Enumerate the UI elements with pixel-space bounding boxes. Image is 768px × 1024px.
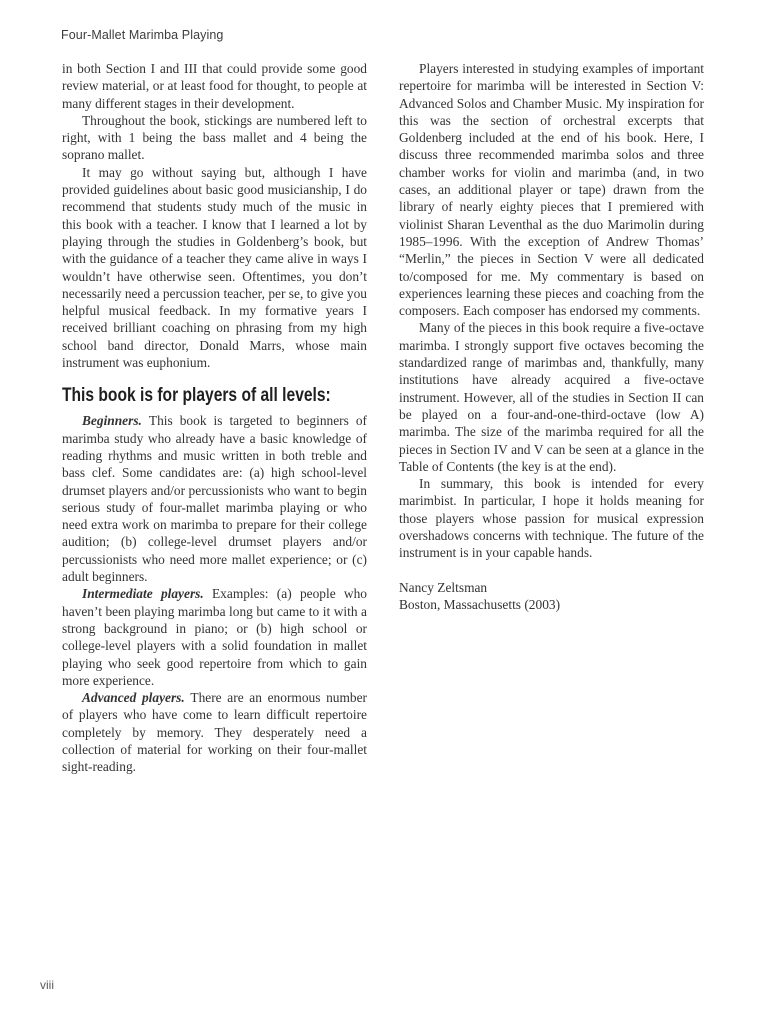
running-header: Four-Mallet Marimba Playing — [61, 28, 224, 42]
paragraph-text: There are an enormous number of players who have come to learn difficult repertoire completely by memory. They desperately need a collection of material for working on their four-mallet sight-reading. — [62, 690, 367, 775]
paragraph: in both Section I and III that could provide some good review material, or at least food for thought, to people at many different stages in their development. — [62, 61, 367, 111]
author-name: Nancy Zeltsman — [399, 579, 488, 595]
signature-block — [399, 579, 704, 614]
paragraph: Many of the pieces in this book require a five-octave marimba. I strongly support five octaves becoming the standardized range of marimbas and, thankfully, many institutions have already acquired a five-octave instrument. However, all of the studies in Section II can be played on a four-and-one-third-octave (low A) marimba. The size of the marimba required for all the pieces in Section IV and V can be seen at a glance in the Table of Contents (the key is at the end). — [399, 320, 704, 474]
paragraph-lead: Intermediate players. — [82, 586, 212, 602]
paragraph — [62, 585, 367, 689]
paragraph-lead: Advanced players. — [82, 690, 191, 706]
page-number: viii — [40, 978, 54, 992]
paragraph — [62, 689, 367, 775]
left-column — [62, 60, 367, 776]
paragraph — [62, 412, 367, 585]
paragraph-text: Examples: (a) people who haven’t been playing marimba long but came to it with a strong background in piano; or (b) high school or college-level players with a solid foundation in mallet playing who seek good repertoire from which to gain more experience. — [62, 586, 367, 688]
right-column — [399, 60, 704, 776]
section-heading: This book is for players of all levels: — [62, 384, 331, 407]
paragraph: Players interested in studying examples of important repertoire for marimba will be interested in Section V: Advanced Solos and Chamber Music. My inspiration for this was the section of orchestral excerpts that Goldenberg included at the end of his book. Here, I discuss three recommended marimba solos and three chamber works for violin and marimba (and, in two cases, an additional player or tape) drawn from the library of nearly eighty pieces that I premiered with violinist Sharan Leventhal as the duo Marimolin during 1985–1996. With the exception of Andrew Thomas’ “Merlin,” the pieces in Section V were all dedicated to/composed for me. My commentary is based on experiences learning these pieces and coaching from the composers. Each composer has endorsed my comments. — [399, 61, 704, 319]
paragraph-lead: Beginners. — [82, 413, 149, 429]
author-location-date: Boston, Massachusetts (2003) — [399, 597, 561, 613]
paragraph-text: This book is targeted to beginners of marimba study who already have a basic knowledge of reading rhythms and music written in both treble and bass clef. Some candidates are: (a) high school-level drumset players and/or percussionists who want to begin serious study of four-mallet marimba playing or who need extra work on marimba to prepare for their college audition; (b) college-level drumset players and/or percussionists who need more mallet experience; or (c) adult beginners. — [62, 413, 367, 585]
paragraph: It may go without saying but, although I have provided guidelines about basic good musicianship, I do recommend that students study much of the music in this book with a teacher. I know that I learned a lot by playing through the studies in Goldenberg’s book, but with the guidance of a teacher they came alive in ways I wouldn’t have otherwise seen. Oftentimes, you don’t necessarily need a percussion teacher, per se, to give you helpful musical feedback. In my formative years I received brilliant coaching on phrasing from my high school band director, Donald Marrs, whose main instrument was euphonium. — [62, 164, 367, 371]
paragraph: Throughout the book, stickings are numbered left to right, with 1 being the bass mallet and 4 being the soprano mallet. — [62, 112, 367, 163]
two-column-layout — [62, 60, 704, 776]
paragraph: In summary, this book is intended for every marimbist. In particular, I hope it holds meaning for those players whose passion for musical expression overshadows concerns with technique. The future of the instrument is in your capable hands. — [399, 476, 704, 561]
